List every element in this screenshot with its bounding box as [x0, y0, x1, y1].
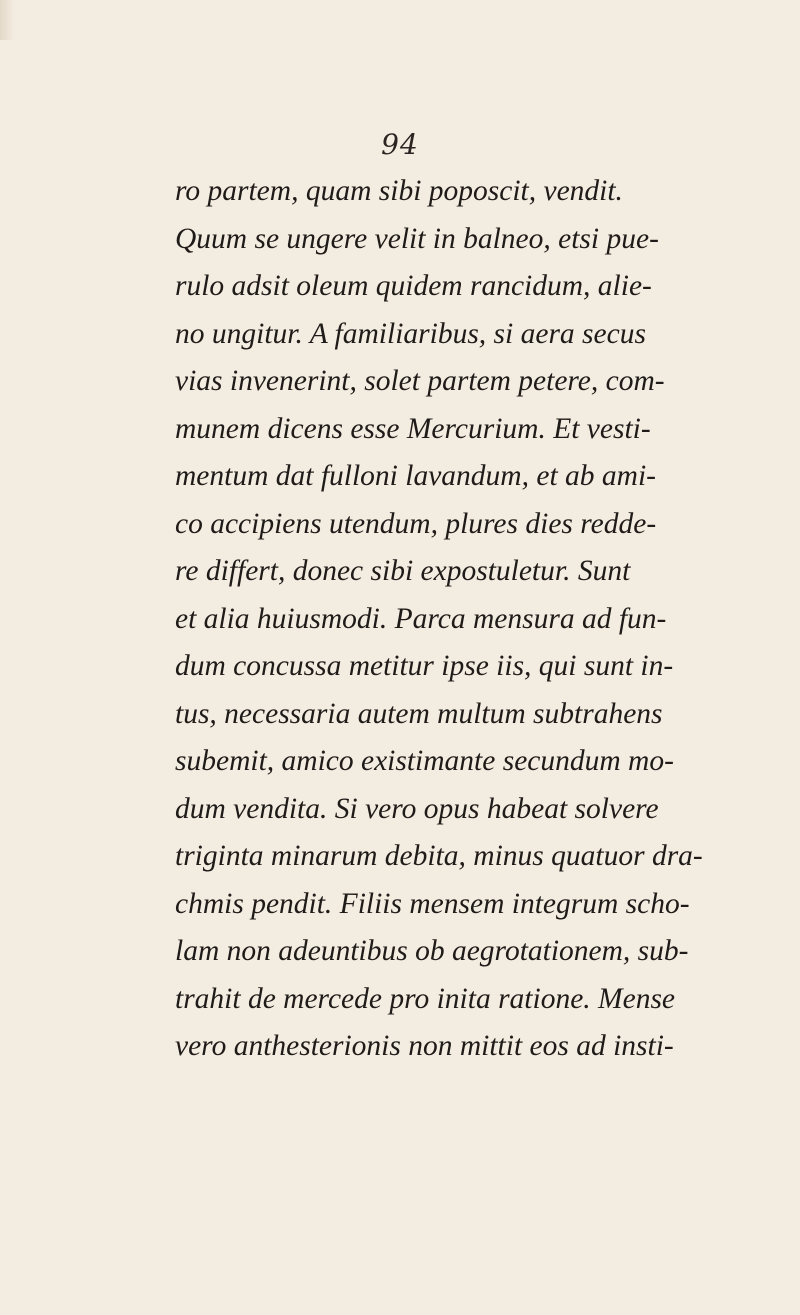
text-line: lam non adeuntibus ob aegrotationem, sub- — [175, 935, 689, 967]
text-line: dum concussa metitur ipse iis, qui sunt in- — [175, 650, 674, 682]
page-number: 94 — [381, 128, 419, 161]
text-line: chmis pendit. Filiis mensem integrum scho- — [175, 887, 690, 920]
text-line: munem dicens esse Mercurium. Et vesti- — [175, 412, 651, 445]
text-line: no ungitur. A familiaribus, si aera secus — [175, 317, 646, 350]
text-line: trahit de mercede pro inita ratione. Mense — [175, 982, 676, 1015]
text-line: ro partem, quam sibi poposcit, vendit. — [175, 175, 623, 207]
text-line: Quum se ungere velit in balneo, etsi pue- — [175, 222, 659, 255]
text-line: re differt, donec sibi expostuletur. Sunt — [175, 555, 631, 587]
text-line: triginta minarum debita, minus quatuor dra- — [175, 840, 703, 872]
page-stain — [0, 0, 14, 40]
text-line: rulo adsit oleum quidem rancidum, alie- — [175, 270, 652, 302]
text-line: co accipiens utendum, plures dies redde- — [175, 507, 657, 540]
text-line: et alia huiusmodi. Parca mensura ad fun- — [175, 602, 667, 635]
text-line: mentum dat fulloni lavandum, et ab ami- — [175, 460, 656, 492]
text-line: vias invenerint, solet partem petere, com- — [175, 365, 665, 397]
body-text — [175, 168, 703, 1071]
text-line: vero anthesterionis non mittit eos ad insti- — [175, 1030, 674, 1062]
text-line: tus, necessaria autem multum subtrahens — [175, 697, 663, 730]
text-line: dum vendita. Si vero opus habeat solvere — [175, 792, 659, 825]
text-line: subemit, amico existimante secundum mo- — [175, 745, 674, 777]
